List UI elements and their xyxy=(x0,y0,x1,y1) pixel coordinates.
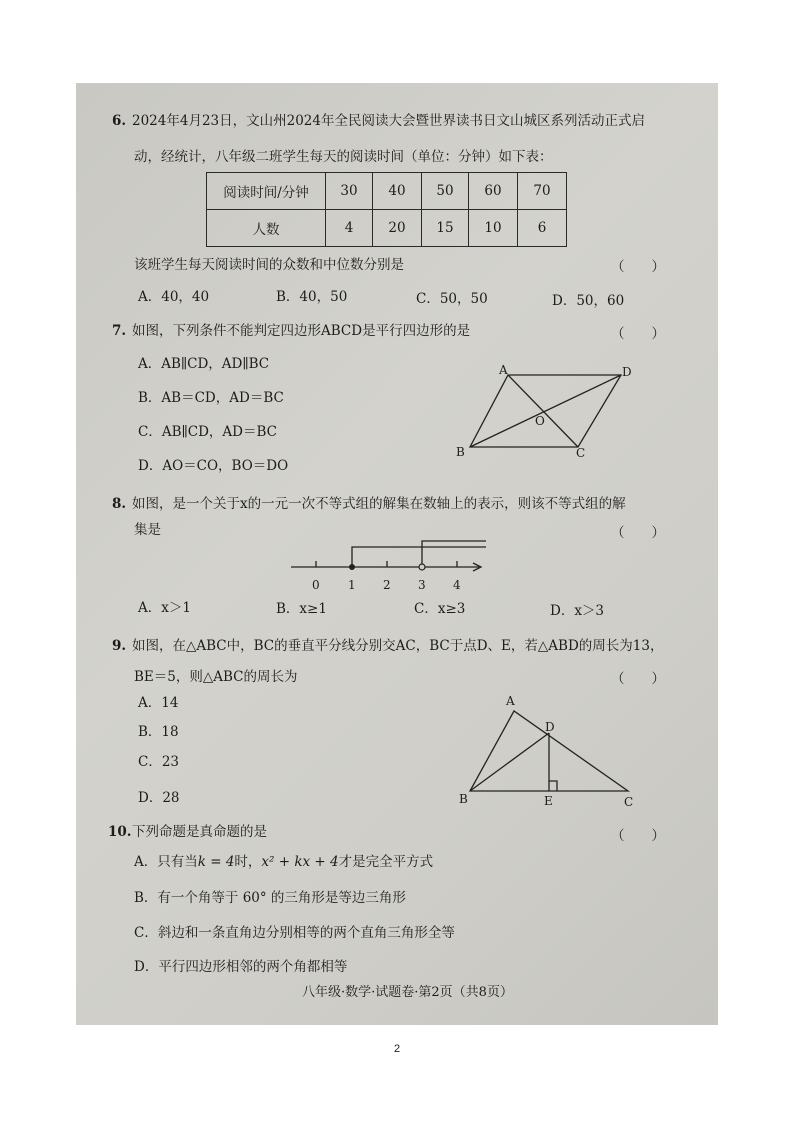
q9-option-d: D．28 xyxy=(138,790,180,806)
q10-stem: 下列命题是真命题的是 xyxy=(132,824,267,840)
q9-option-a: A．14 xyxy=(138,695,179,711)
q10-option-b: B．有一个角等于 60° 的三角形是等边三角形 xyxy=(134,890,406,906)
q8-option-b: B．x≥1 xyxy=(276,601,327,617)
q10-option-d: D．平行四边形相邻的两个角都相等 xyxy=(134,959,348,975)
table-cell: 10 xyxy=(469,210,518,247)
triangle-figure xyxy=(76,83,718,1025)
table-header-count: 人数 xyxy=(207,210,326,247)
q7-option-c: C．AB∥CD，AD＝BC xyxy=(138,424,277,440)
q6-question: 该班学生每天阅读时间的众数和中位数分别是 xyxy=(134,257,404,273)
q7-number: 7. xyxy=(112,323,127,339)
q8-line1: 如图，是一个关于x的一元一次不等式组的解集在数轴上的表示，则该不等式组的解 xyxy=(132,496,626,512)
vertex-label-d: D xyxy=(622,365,632,379)
axis-tick-label: 0 xyxy=(312,578,320,592)
q8-number: 8. xyxy=(112,496,127,512)
table-cell: 30 xyxy=(326,173,373,210)
q8-bracket: （ ） xyxy=(611,525,665,541)
vertex-label-d: D xyxy=(545,720,555,734)
page-footer: 八年级·数学·试题卷·第2页（共8页） xyxy=(302,985,513,1000)
q10-option-a-post: 才是完全平方式 xyxy=(338,854,434,870)
axis-tick-label: 2 xyxy=(383,578,391,592)
q7-bracket: （ ） xyxy=(611,326,665,342)
q8-option-a: A．x＞1 xyxy=(138,600,191,616)
vertex-label-b: B xyxy=(459,792,468,806)
q10-option-a-pre: A．只有当 xyxy=(134,854,198,870)
vertex-label-a: A xyxy=(506,694,515,708)
q8-option-c: C．x≥3 xyxy=(414,601,466,617)
q6-option-c: C．50，50 xyxy=(416,291,488,307)
table-cell: 6 xyxy=(518,210,567,247)
exam-photo xyxy=(76,83,718,1025)
axis-tick-label: 3 xyxy=(418,578,426,592)
q10-option-c: C．斜边和一条直角边分别相等的两个直角三角形全等 xyxy=(134,925,455,941)
q7-option-d: D．AO＝CO，BO＝DO xyxy=(138,458,289,474)
q6-line1: 2024年4月23日，文山州2024年全民阅读大会暨世界读书日文山城区系列活动正式启 xyxy=(132,113,645,129)
q7-option-b: B．AB＝CD，AD＝BC xyxy=(138,390,284,406)
q6-line2: 动，经统计，八年级二班学生每天的阅读时间（单位：分钟）如下表： xyxy=(134,149,553,165)
table-cell: 4 xyxy=(326,210,373,247)
q6-number: 6. xyxy=(112,113,127,129)
vertex-label-b: B xyxy=(456,445,465,459)
q9-line1: 如图，在△ABC中，BC的垂直平分线分别交AC，BC于点D、E，若△ABD的周长为13， xyxy=(132,638,664,654)
table-header-time: 阅读时间/分钟 xyxy=(207,173,326,210)
vertex-label-c: C xyxy=(624,795,634,809)
page-number: 2 xyxy=(393,1043,401,1055)
table-cell: 50 xyxy=(422,173,469,210)
q9-option-b: B．18 xyxy=(138,724,179,740)
vertex-label-c: C xyxy=(576,446,586,460)
table-cell: 40 xyxy=(373,173,422,210)
q6-bracket: （ ） xyxy=(611,259,665,275)
q8-line2: 集是 xyxy=(134,522,161,538)
table-cell: 20 xyxy=(373,210,422,247)
q10-option-a-math1: k = 4 xyxy=(197,854,235,870)
q9-option-c: C．23 xyxy=(138,754,180,770)
q6-option-b: B．40，50 xyxy=(276,289,348,305)
q6-option-d: D．50，60 xyxy=(552,293,625,309)
q9-number: 9. xyxy=(112,638,127,654)
q10-option-a xyxy=(134,854,433,870)
q9-line2: BE＝5，则△ABC的周长为 xyxy=(134,669,298,685)
table-cell: 70 xyxy=(518,173,567,210)
axis-tick-label: 4 xyxy=(453,578,461,592)
vertex-label-a: A xyxy=(499,363,508,377)
q9-bracket: （ ） xyxy=(611,671,665,687)
q10-number: 10. xyxy=(108,824,132,840)
q10-option-a-math2: x² + kx + 4 xyxy=(261,854,339,870)
q7-option-a: A．AB∥CD，AD∥BC xyxy=(138,356,270,372)
table-cell: 60 xyxy=(469,173,518,210)
q10-option-a-mid: 时， xyxy=(234,854,262,870)
q7-stem: 如图，下列条件不能判定四边形ABCD是平行四边形的是 xyxy=(132,323,471,339)
vertex-label-e: E xyxy=(544,794,553,808)
table-cell: 15 xyxy=(422,210,469,247)
q6-option-a: A．40，40 xyxy=(138,289,210,305)
q8-option-d: D．x＞3 xyxy=(550,603,605,619)
q10-bracket: （ ） xyxy=(611,828,665,844)
vertex-label-o: O xyxy=(535,414,545,428)
axis-tick-label: 1 xyxy=(348,578,356,592)
